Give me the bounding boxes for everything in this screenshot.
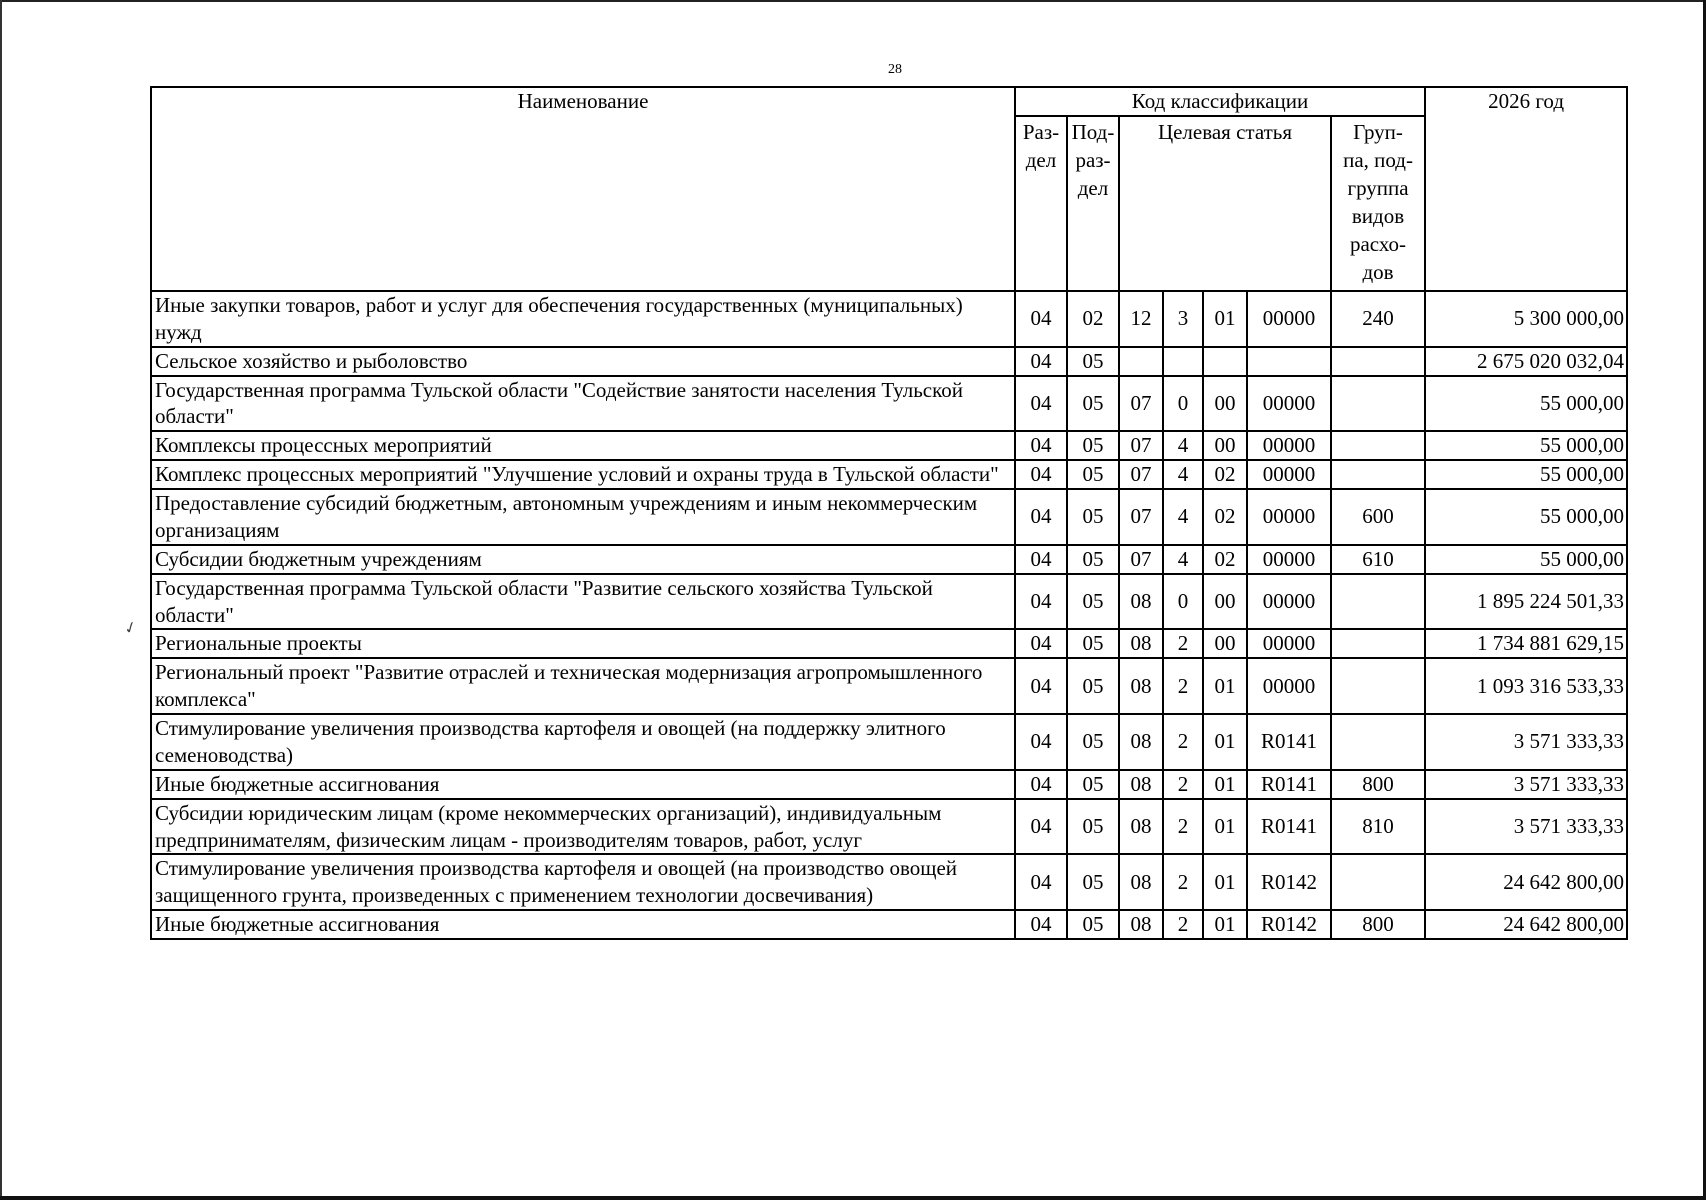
cell-pr: 05: [1067, 431, 1119, 460]
cell-name: Сельское хозяйство и рыболовство: [151, 347, 1015, 376]
cell-rz: 04: [1015, 291, 1067, 347]
cell-amount: 1 895 224 501,33: [1425, 574, 1627, 630]
cell-cs2: 2: [1163, 658, 1203, 714]
cell-amount: 5 300 000,00: [1425, 291, 1627, 347]
table-row: [151, 545, 1627, 574]
cell-rz: 04: [1015, 347, 1067, 376]
cell-pr: 05: [1067, 545, 1119, 574]
cell-cs3: 01: [1203, 799, 1247, 855]
cell-cs2: 4: [1163, 460, 1203, 489]
cell-rz: 04: [1015, 770, 1067, 799]
cell-rz: 04: [1015, 431, 1067, 460]
cell-cs2: 0: [1163, 376, 1203, 432]
cell-amount: 55 000,00: [1425, 376, 1627, 432]
cell-name: Иные бюджетные ассигнования: [151, 770, 1015, 799]
cell-cs4: 00000: [1247, 291, 1331, 347]
header-row-1: [151, 87, 1627, 116]
cell-name: Комплекс процессных мероприятий "Улучшение условий и охраны труда в Тульской области": [151, 460, 1015, 489]
cell-cs3: 01: [1203, 910, 1247, 939]
cell-cs3: 01: [1203, 770, 1247, 799]
header-subsection-text: Под- раз- дел: [1071, 119, 1115, 200]
cell-cs3: 00: [1203, 431, 1247, 460]
cell-vr: [1331, 376, 1425, 432]
cell-pr: 05: [1067, 770, 1119, 799]
budget-table: [150, 86, 1628, 940]
cell-cs4: 00000: [1247, 431, 1331, 460]
cell-cs3: 00: [1203, 376, 1247, 432]
cell-name: Предоставление субсидий бюджетным, автономным учреждениям и иным некоммерческим организациям: [151, 489, 1015, 545]
table-row: [151, 910, 1627, 939]
table-row: [151, 347, 1627, 376]
cell-cs4: 00000: [1247, 489, 1331, 545]
cell-rz: 04: [1015, 658, 1067, 714]
scan-border-bottom: [0, 1196, 1706, 1200]
cell-cs2: 0: [1163, 574, 1203, 630]
cell-cs2: 4: [1163, 489, 1203, 545]
cell-pr: 05: [1067, 714, 1119, 770]
cell-vr: [1331, 431, 1425, 460]
cell-cs2: 3: [1163, 291, 1203, 347]
header-expense-group: [1331, 116, 1425, 291]
cell-cs1: 07: [1119, 460, 1163, 489]
cell-pr: 05: [1067, 376, 1119, 432]
cell-name: Стимулирование увеличения производства картофеля и овощей (на производство овощей защищенного грунта, произведенных с применением технологии досвечивания): [151, 854, 1015, 910]
margin-check-mark: ✓: [121, 618, 141, 639]
cell-cs3: 01: [1203, 291, 1247, 347]
table-row: [151, 431, 1627, 460]
cell-cs3: 02: [1203, 545, 1247, 574]
cell-cs4: 00000: [1247, 574, 1331, 630]
cell-cs2: 4: [1163, 545, 1203, 574]
cell-vr: [1331, 460, 1425, 489]
cell-rz: 04: [1015, 629, 1067, 658]
cell-cs3: [1203, 347, 1247, 376]
cell-amount: 24 642 800,00: [1425, 854, 1627, 910]
cell-cs1: 07: [1119, 545, 1163, 574]
scan-border-top: [0, 0, 1706, 2]
cell-cs4: R0142: [1247, 854, 1331, 910]
cell-cs1: 08: [1119, 658, 1163, 714]
cell-cs2: 4: [1163, 431, 1203, 460]
cell-amount: 1 734 881 629,15: [1425, 629, 1627, 658]
cell-pr: 05: [1067, 910, 1119, 939]
cell-vr: [1331, 854, 1425, 910]
cell-cs2: [1163, 347, 1203, 376]
cell-cs1: 07: [1119, 489, 1163, 545]
cell-amount: 3 571 333,33: [1425, 799, 1627, 855]
cell-name: Стимулирование увеличения производства картофеля и овощей (на поддержку элитного семеноводства): [151, 714, 1015, 770]
table-row: [151, 658, 1627, 714]
cell-vr: [1331, 347, 1425, 376]
cell-amount: 55 000,00: [1425, 489, 1627, 545]
cell-cs1: 07: [1119, 376, 1163, 432]
cell-cs1: 08: [1119, 629, 1163, 658]
cell-cs4: 00000: [1247, 376, 1331, 432]
cell-pr: 05: [1067, 574, 1119, 630]
cell-vr: [1331, 574, 1425, 630]
cell-amount: 55 000,00: [1425, 460, 1627, 489]
cell-pr: 05: [1067, 347, 1119, 376]
table-row: [151, 291, 1627, 347]
header-name: Наименование: [151, 87, 1015, 291]
cell-name: Государственная программа Тульской области "Содействие занятости населения Тульской области": [151, 376, 1015, 432]
cell-cs3: 01: [1203, 854, 1247, 910]
cell-pr: 05: [1067, 460, 1119, 489]
cell-rz: 04: [1015, 489, 1067, 545]
cell-vr: 800: [1331, 910, 1425, 939]
cell-cs1: 08: [1119, 910, 1163, 939]
cell-cs4: R0141: [1247, 714, 1331, 770]
cell-rz: 04: [1015, 854, 1067, 910]
cell-cs2: 2: [1163, 910, 1203, 939]
cell-cs4: 00000: [1247, 545, 1331, 574]
cell-cs2: 2: [1163, 714, 1203, 770]
header-year: 2026 год: [1425, 87, 1627, 291]
header-classification: Код классификации: [1015, 87, 1425, 116]
table-row: [151, 489, 1627, 545]
scan-border-left: [0, 0, 2, 1200]
cell-vr: 610: [1331, 545, 1425, 574]
table-row: [151, 854, 1627, 910]
cell-rz: 04: [1015, 545, 1067, 574]
cell-rz: 04: [1015, 799, 1067, 855]
table-row: [151, 770, 1627, 799]
header-target-article: Целевая статья: [1119, 116, 1331, 291]
cell-cs1: 08: [1119, 854, 1163, 910]
cell-amount: 1 093 316 533,33: [1425, 658, 1627, 714]
cell-cs1: 08: [1119, 714, 1163, 770]
cell-cs4: 00000: [1247, 658, 1331, 714]
table-row: [151, 460, 1627, 489]
cell-pr: 05: [1067, 489, 1119, 545]
cell-rz: 04: [1015, 910, 1067, 939]
cell-cs4: [1247, 347, 1331, 376]
cell-cs4: R0142: [1247, 910, 1331, 939]
cell-cs1: 07: [1119, 431, 1163, 460]
table-row: [151, 574, 1627, 630]
cell-cs2: 2: [1163, 770, 1203, 799]
cell-cs2: 2: [1163, 799, 1203, 855]
cell-cs3: 02: [1203, 460, 1247, 489]
cell-cs3: 00: [1203, 574, 1247, 630]
cell-cs1: [1119, 347, 1163, 376]
table-row: [151, 376, 1627, 432]
cell-pr: 05: [1067, 799, 1119, 855]
page-number: 28: [888, 62, 902, 77]
cell-cs1: 08: [1119, 799, 1163, 855]
cell-vr: 600: [1331, 489, 1425, 545]
cell-pr: 05: [1067, 658, 1119, 714]
table-row: [151, 714, 1627, 770]
cell-name: Комплексы процессных мероприятий: [151, 431, 1015, 460]
cell-amount: 55 000,00: [1425, 431, 1627, 460]
cell-vr: [1331, 629, 1425, 658]
table-body: [151, 291, 1627, 939]
cell-cs4: 00000: [1247, 460, 1331, 489]
cell-name: Иные закупки товаров, работ и услуг для обеспечения государственных (муниципальных) нужд: [151, 291, 1015, 347]
cell-cs3: 01: [1203, 658, 1247, 714]
cell-cs1: 12: [1119, 291, 1163, 347]
cell-vr: 800: [1331, 770, 1425, 799]
cell-amount: 2 675 020 032,04: [1425, 347, 1627, 376]
header-expense-group-text: Груп- па, под- группа видов расхо- дов: [1343, 119, 1413, 284]
cell-pr: 05: [1067, 629, 1119, 658]
cell-name: Субсидии юридическим лицам (кроме некоммерческих организаций), индивидуальным предпринимателям, физическим лицам - производителям товаров, работ, услуг: [151, 799, 1015, 855]
cell-cs1: 08: [1119, 574, 1163, 630]
table-row: [151, 799, 1627, 855]
cell-rz: 04: [1015, 574, 1067, 630]
cell-vr: 810: [1331, 799, 1425, 855]
cell-name: Иные бюджетные ассигнования: [151, 910, 1015, 939]
cell-amount: 55 000,00: [1425, 545, 1627, 574]
cell-cs3: 02: [1203, 489, 1247, 545]
cell-cs4: R0141: [1247, 799, 1331, 855]
cell-cs2: 2: [1163, 854, 1203, 910]
cell-rz: 04: [1015, 376, 1067, 432]
cell-rz: 04: [1015, 460, 1067, 489]
cell-vr: [1331, 658, 1425, 714]
header-subsection: [1067, 116, 1119, 291]
cell-cs3: 01: [1203, 714, 1247, 770]
cell-rz: 04: [1015, 714, 1067, 770]
table-row: [151, 629, 1627, 658]
header-section: [1015, 116, 1067, 291]
cell-name: Субсидии бюджетным учреждениям: [151, 545, 1015, 574]
cell-cs3: 00: [1203, 629, 1247, 658]
cell-name: Государственная программа Тульской области "Развитие сельского хозяйства Тульской области": [151, 574, 1015, 630]
cell-pr: 05: [1067, 854, 1119, 910]
cell-name: Региональный проект "Развитие отраслей и техническая модернизация агропромышленного комплекса": [151, 658, 1015, 714]
header-section-text: Раз- дел: [1022, 119, 1060, 172]
cell-cs1: 08: [1119, 770, 1163, 799]
cell-amount: 3 571 333,33: [1425, 714, 1627, 770]
cell-vr: 240: [1331, 291, 1425, 347]
cell-cs2: 2: [1163, 629, 1203, 658]
cell-cs4: R0141: [1247, 770, 1331, 799]
cell-amount: 3 571 333,33: [1425, 770, 1627, 799]
cell-name: Региональные проекты: [151, 629, 1015, 658]
cell-pr: 02: [1067, 291, 1119, 347]
cell-amount: 24 642 800,00: [1425, 910, 1627, 939]
cell-vr: [1331, 714, 1425, 770]
cell-cs4: 00000: [1247, 629, 1331, 658]
